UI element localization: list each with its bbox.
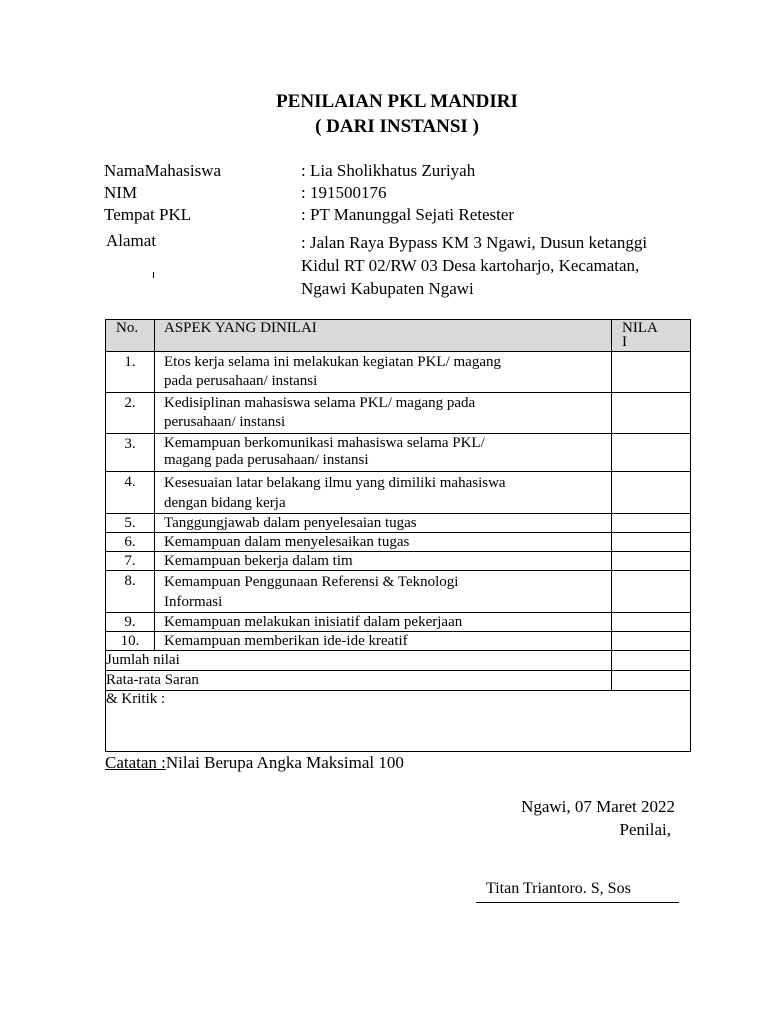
note bbox=[105, 753, 404, 773]
nama-label: NamaMahasiswa bbox=[104, 161, 222, 180]
document-title: PENILAIAN PKL MANDIRI bbox=[276, 91, 518, 112]
row-aspect: Kemampuan memberikan ide-ide kreatif bbox=[155, 632, 612, 651]
row-aspect-line-2: perusahaan/ instansi bbox=[164, 414, 286, 430]
jumlah-row bbox=[106, 651, 691, 671]
score-cell[interactable] bbox=[612, 434, 691, 472]
row-number: 5. bbox=[106, 514, 155, 533]
rata-row bbox=[106, 671, 691, 691]
score-cell[interactable] bbox=[612, 514, 691, 533]
jumlah-label: Jumlah nilai bbox=[106, 651, 612, 671]
row-number: 2. bbox=[106, 393, 155, 434]
score-cell[interactable] bbox=[612, 533, 691, 552]
header-nilai bbox=[612, 320, 691, 352]
row-number: 4. bbox=[106, 472, 155, 514]
row-aspect-line-1: Kemampuan berkomunikasi mahasiswa selama PKL/ bbox=[164, 435, 485, 451]
row-number: 8. bbox=[106, 571, 155, 613]
row-aspect-line-2: pada perusahaan/ instansi bbox=[164, 373, 318, 389]
row-aspect bbox=[155, 434, 612, 472]
row-number: 9. bbox=[106, 613, 155, 632]
table-row bbox=[106, 552, 691, 571]
rata-label: Rata-rata Saran bbox=[106, 671, 612, 691]
table-row bbox=[106, 613, 691, 632]
score-cell[interactable] bbox=[612, 632, 691, 651]
nim-label: NIM bbox=[104, 183, 138, 202]
table-row bbox=[106, 393, 691, 434]
note-label: Catatan : bbox=[105, 753, 166, 772]
row-aspect bbox=[155, 352, 612, 393]
row-number: 10. bbox=[106, 632, 155, 651]
header-nilai-line-1: NILA bbox=[622, 320, 658, 336]
alamat-label: Alamat bbox=[106, 231, 157, 250]
score-cell[interactable] bbox=[612, 352, 691, 393]
row-aspect: Kemampuan dalam menyelesaikan tugas bbox=[155, 533, 612, 552]
header-nilai-line-2: I bbox=[622, 334, 627, 350]
score-cell[interactable] bbox=[612, 393, 691, 434]
score-cell[interactable] bbox=[612, 552, 691, 571]
score-cell[interactable] bbox=[612, 571, 691, 613]
row-aspect-line-2: magang pada perusahaan/ instansi bbox=[164, 452, 369, 468]
tempat-value: : PT Manunggal Sejati Retester bbox=[301, 205, 515, 224]
row-aspect bbox=[155, 571, 612, 613]
row-aspect: Tanggungjawab dalam penyelesaian tugas bbox=[155, 514, 612, 533]
nim-value: : 191500176 bbox=[301, 183, 387, 202]
table-row bbox=[106, 514, 691, 533]
score-cell[interactable] bbox=[612, 613, 691, 632]
table-row bbox=[106, 472, 691, 514]
row-aspect-line-1: Kedisiplinan mahasiswa selama PKL/ magang pada bbox=[164, 395, 476, 411]
jumlah-cell[interactable] bbox=[612, 651, 691, 671]
row-number: 1. bbox=[106, 352, 155, 393]
kritik-row bbox=[106, 691, 691, 752]
note-text: Nilai Berupa Angka Maksimal 100 bbox=[165, 753, 404, 772]
signature-line bbox=[476, 902, 679, 903]
row-aspect-line-2: dengan bidang kerja bbox=[164, 495, 286, 511]
row-aspect-line-1: Etos kerja selama ini melakukan kegiatan PKL/ magang bbox=[164, 354, 501, 370]
alamat-line-1: : Jalan Raya Bypass KM 3 Ngawi, Dusun ketanggi bbox=[301, 233, 648, 252]
alamat-line-3: Ngawi Kabupaten Ngawi bbox=[301, 279, 474, 298]
row-aspect-line-1: Kemampuan Penggunaan Referensi & Teknologi bbox=[164, 574, 459, 590]
row-aspect: Kemampuan bekerja dalam tim bbox=[155, 552, 612, 571]
table-row bbox=[106, 434, 691, 472]
nama-value: : Lia Sholikhatus Zuriyah bbox=[301, 161, 476, 180]
tempat-label: Tempat PKL bbox=[104, 205, 192, 224]
row-number: 3. bbox=[106, 434, 155, 472]
alamat-value bbox=[301, 231, 647, 300]
row-number: 7. bbox=[106, 552, 155, 571]
table-header-row bbox=[106, 320, 691, 352]
row-aspect: Kemampuan melakukan inisiatif dalam pekerjaan bbox=[155, 613, 612, 632]
document-subtitle: ( DARI INSTANSI ) bbox=[315, 116, 479, 137]
stray-mark bbox=[153, 272, 154, 278]
header-no: No. bbox=[106, 320, 155, 352]
score-cell[interactable] bbox=[612, 472, 691, 514]
row-aspect bbox=[155, 393, 612, 434]
kritik-cell[interactable]: & Kritik : bbox=[106, 691, 691, 752]
place-date: Ngawi, 07 Maret 2022 bbox=[521, 797, 675, 816]
header-aspek: ASPEK YANG DINILAI bbox=[155, 320, 612, 352]
row-aspect-line-1: Kesesuaian latar belakang ilmu yang dimiliki mahasiswa bbox=[164, 475, 506, 491]
row-aspect-line-2: Informasi bbox=[164, 594, 223, 610]
alamat-line-2: Kidul RT 02/RW 03 Desa kartoharjo, Kecamatan, bbox=[301, 256, 640, 275]
table-row bbox=[106, 571, 691, 613]
row-number: 6. bbox=[106, 533, 155, 552]
assessment-table bbox=[105, 319, 691, 752]
signer-name: Titan Triantoro. S, Sos bbox=[486, 880, 631, 897]
assessor-label: Penilai, bbox=[619, 820, 671, 839]
table-row bbox=[106, 533, 691, 552]
rata-cell[interactable] bbox=[612, 671, 691, 691]
table-row bbox=[106, 352, 691, 393]
row-aspect bbox=[155, 472, 612, 514]
table-row bbox=[106, 632, 691, 651]
